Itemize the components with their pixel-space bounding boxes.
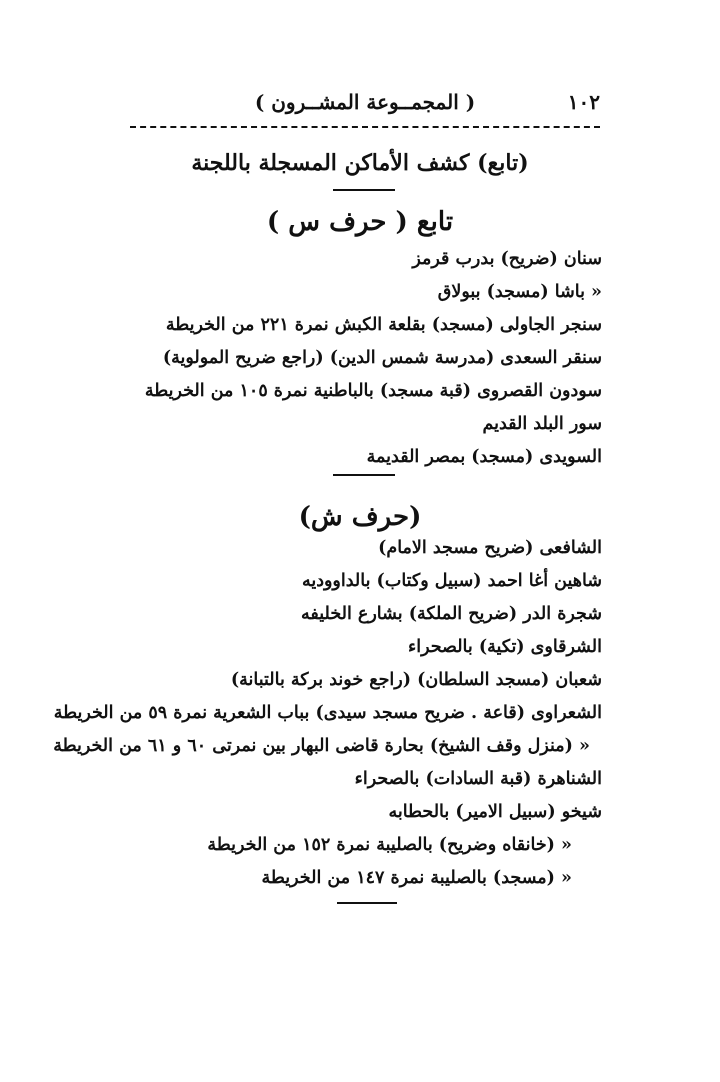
list-item: سنقر السعدى (مدرسة شمس الدين) (راجع ضريح المولوية) [162,348,602,368]
list-item: سنان (ضريح) بدرب قرمز [412,249,602,269]
header-rule [130,126,600,128]
section-sh-title: (حرف ش) [298,502,422,532]
list-item: « (خانقاه وضريح) بالصليبة نمرة ١٥٢ من الخريطة [207,835,572,855]
heading-divider [333,189,395,191]
list-item: الشرقاوى (تكية) بالصحراء [407,637,602,657]
list-item: الشعراوى (قاعة . ضريح مسجد سيدى) بباب الشعرية نمرة ٥٩ من الخريطة [53,703,602,723]
list-item: السويدى (مسجد) بمصر القديمة [366,447,602,467]
list-item: شجرة الدر (ضريح الملكة) بشارع الخليفه [301,604,602,624]
list-item: شيخو (سبيل الامير) بالحطابه [388,802,602,822]
list-item: سودون القصروى (قبة مسجد) بالباطنية نمرة ١٠٥ من الخريطة [144,381,602,401]
section-divider [333,474,395,476]
page-heading: (تابع) كشف الأماكن المسجلة باللجنة [191,150,529,176]
list-item: سنجر الجاولى (مسجد) بقلعة الكبش نمرة ٢٢١ من الخريطة [165,315,602,335]
list-item: الشافعى (ضريح مسجد الامام) [378,538,602,558]
section-s-title: تابع ( حرف س ) [266,207,454,237]
list-item: سور البلد القديم [482,414,602,434]
list-item: « (مسجد) بالصليبة نمرة ١٤٧ من الخريطة [261,868,572,888]
end-divider [337,902,397,904]
section-s-list [82,243,602,474]
running-title: ( المجمــوعة المشــرون ) [254,90,476,114]
list-item: « (منزل وقف الشيخ) بحارة قاضى البهار بين نمرتى ٦٠ و ٦١ من الخريطة [53,736,590,756]
list-item: « باشا (مسجد) ببولاق [437,282,602,302]
section-sh-list [2,532,602,895]
page-number: ١٠٢ [567,90,600,114]
list-item: شعبان (مسجد السلطان) (راجع خوند بركة بالتبانة) [230,670,602,690]
list-item: شاهين أغا احمد (سبيل وكتاب) بالداووديه [301,571,602,591]
list-item: الشناهرة (قبة السادات) بالصحراء [354,769,602,789]
